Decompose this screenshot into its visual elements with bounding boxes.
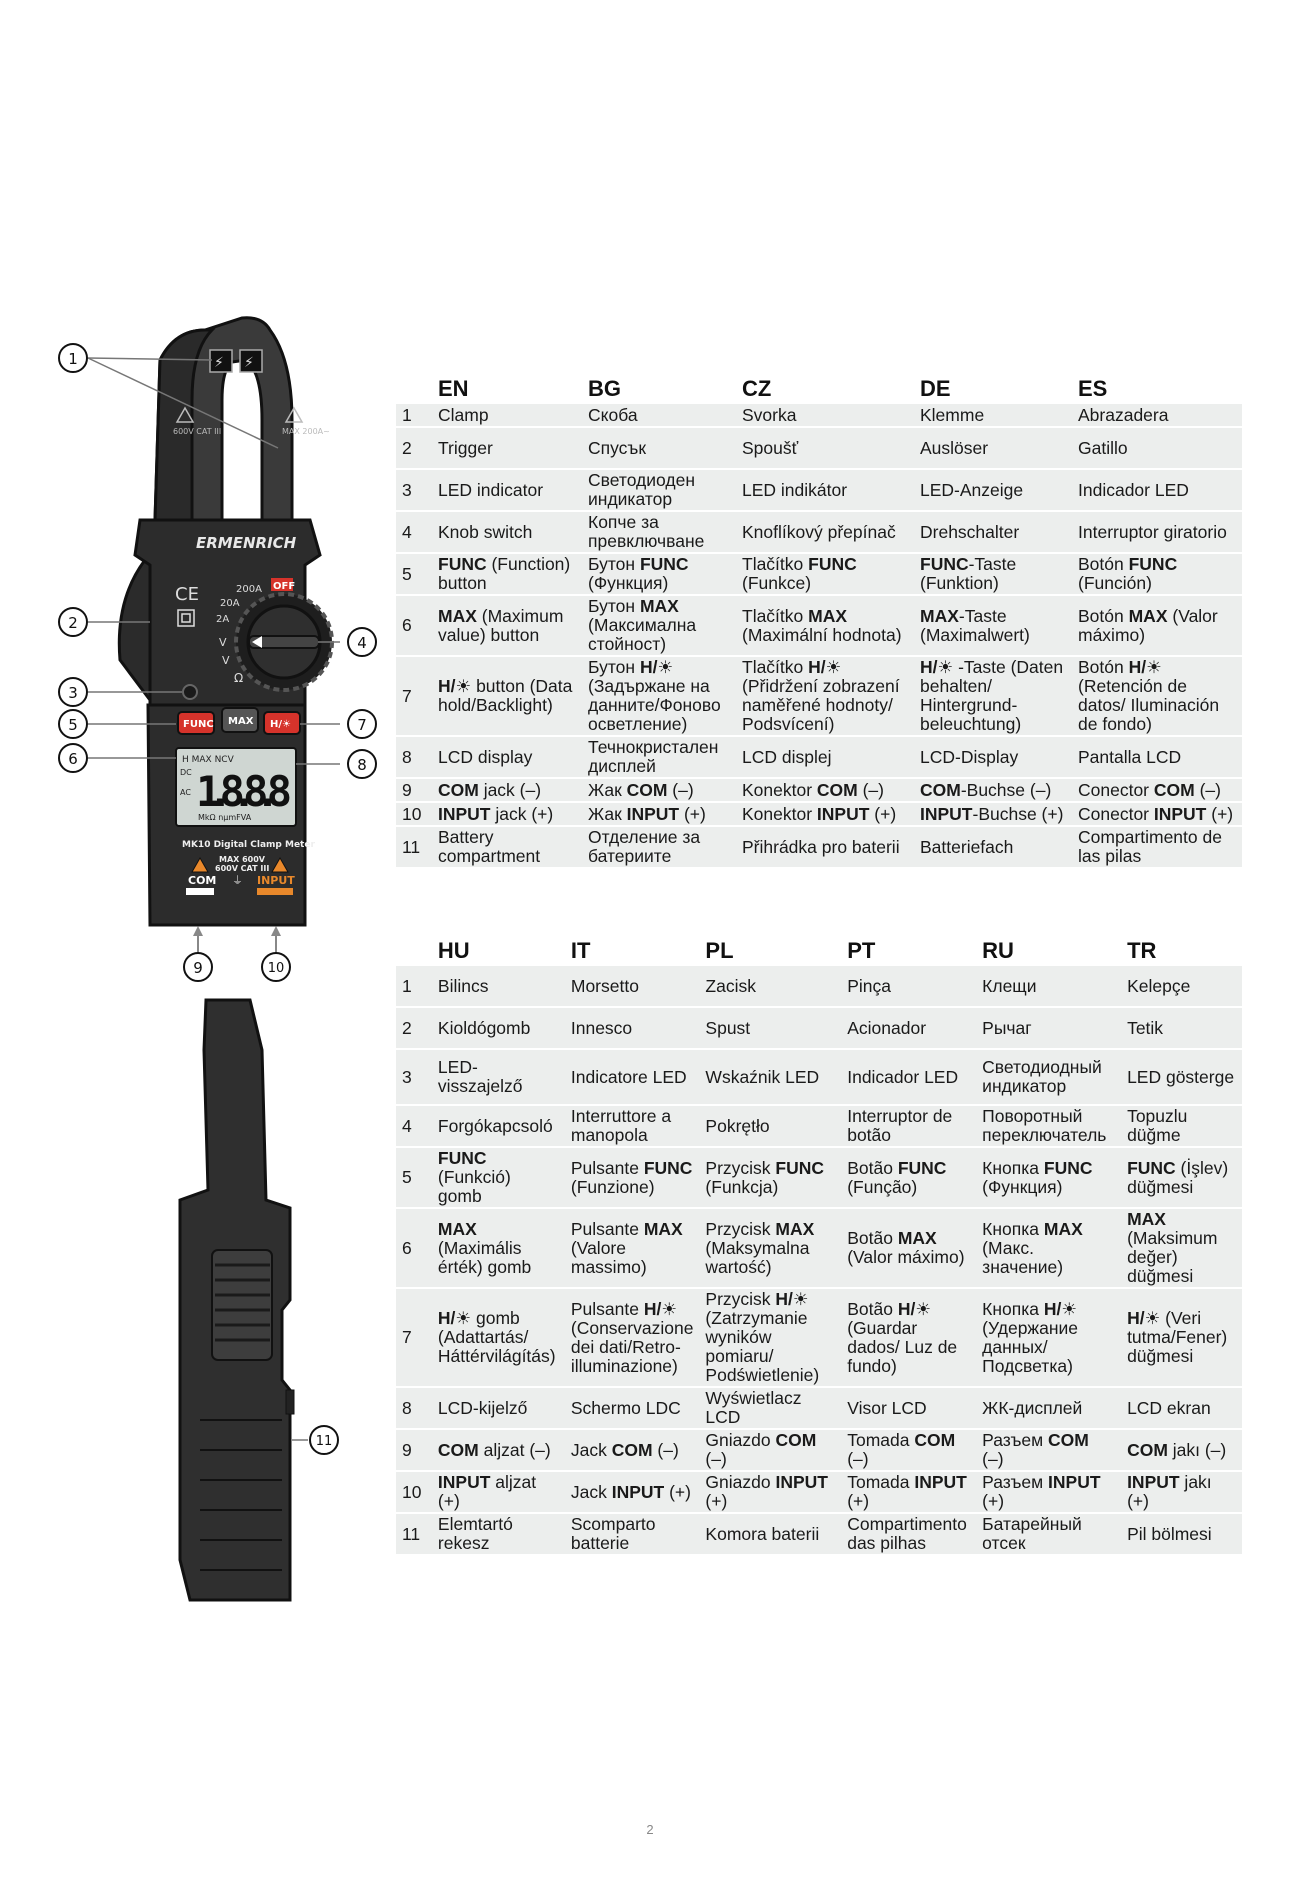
table-cell: INPUT aljzat (+) [432,1472,565,1512]
table-cell: Bilincs [432,966,565,1006]
table-cell: Wyświetlacz LCD [699,1388,841,1428]
table-cell: Przycisk H/☀ (Zatrzymanie wyników pomiaru/ Podświetlenie) [699,1289,841,1386]
table-cell: Botón H/☀ (Retención de datos/ Iluminación de fondo) [1072,657,1242,735]
lcd-display [176,748,296,826]
svg-text:MkΩ nµmFVA: MkΩ nµmFVA [198,813,252,822]
battery-compartment [286,1390,294,1414]
table-cell: Trigger [432,428,582,468]
row-number: 2 [396,1008,432,1048]
row-number: 9 [396,779,432,801]
table-row [396,1106,1242,1146]
row-number: 10 [396,1472,432,1512]
lcd-reading: 1.8.8.8 [196,767,292,816]
svg-text:MAX: MAX [228,716,254,727]
svg-text:11: 11 [315,1434,333,1449]
column-header-ru: RU [982,938,1014,963]
ce-mark-icon: CE [175,584,199,605]
svg-text:200A: 200A [236,584,262,595]
callout-1 [59,344,87,372]
table-cell: Conector INPUT (+) [1072,803,1242,825]
table-cell: Spust [699,1008,841,1048]
table-cell: Topuzlu düğme [1121,1106,1242,1146]
table-cell: Jack INPUT (+) [565,1472,700,1512]
table-row [396,1472,1242,1512]
table-cell: Indicatore LED [565,1050,700,1104]
row-number: 6 [396,1209,432,1287]
svg-text:FUNC: FUNC [183,719,214,730]
table-cell: Botão H/☀ (Guardar dados/ Luz de fundo) [841,1289,976,1386]
column-header-de: DE [920,376,951,401]
table-cell: Interruptor de botão [841,1106,976,1146]
table-cell: Бутон MAX (Максимална стойност) [582,596,736,655]
table-cell: Jack COM (–) [565,1430,700,1470]
table-cell: Батарейный отсек [976,1514,1121,1554]
table-cell: Indicador LED [841,1050,976,1104]
row-number: 8 [396,737,432,777]
table-cell: COM-Buchse (–) [914,779,1072,801]
table-header-row [396,374,1242,402]
table-cell: Кнопка MAX (Макс. значение) [976,1209,1121,1287]
row-number: 7 [396,657,432,735]
table-cell: Konektor INPUT (+) [736,803,914,825]
table-cell: Acionador [841,1008,976,1048]
column-header-number [396,374,432,402]
table-cell: ЖК-дисплей [976,1388,1121,1428]
table-cell: Knob switch [432,512,582,552]
row-number: 9 [396,1430,432,1470]
table-cell: Tlačítko MAX (Maximální hodnota) [736,596,914,655]
table-cell: LED indikátor [736,470,914,510]
table-cell: Tomada COM (–) [841,1430,976,1470]
row-number: 6 [396,596,432,655]
table-cell: Knoflíkový přepínač [736,512,914,552]
table-row [396,803,1242,825]
table-cell: MAX (Maximum value) button [432,596,582,655]
table-cell: COM jakı (–) [1121,1430,1242,1470]
column-header-bg: BG [588,376,621,401]
table-cell: FUNC-Taste (Funktion) [914,554,1072,594]
table-cell: Scomparto batterie [565,1514,700,1554]
table-cell: Botón MAX (Valor máximo) [1072,596,1242,655]
table-row [396,657,1242,735]
table-cell: Pulsante FUNC (Funzione) [565,1148,700,1207]
func-button [178,712,214,734]
table-cell: Клещи [976,966,1121,1006]
table-cell: Elemtartó rekesz [432,1514,565,1554]
row-number: 4 [396,1106,432,1146]
row-number: 4 [396,512,432,552]
table-cell: Разъем COM (–) [976,1430,1121,1470]
svg-text:COM: COM [188,874,217,887]
svg-text:20A: 20A [220,598,240,609]
table-cell: LCD ekran [1121,1388,1242,1428]
table-cell: COM jack (–) [432,779,582,801]
table-cell: Pulsante H/☀ (Conservazione dei dati/Retro-illuminazione) [565,1289,700,1386]
table-cell: Tlačítko FUNC (Funkce) [736,554,914,594]
row-number: 11 [396,1514,432,1554]
svg-text:9: 9 [193,959,203,977]
svg-text:DC: DC [180,768,192,777]
callout-10 [262,953,290,981]
table-cell: Compartimento das pilhas [841,1514,976,1554]
table-cell: Pulsante MAX (Valore massimo) [565,1209,700,1287]
column-header-pl: PL [705,938,734,963]
table-cell: Светодиодный индикатор [976,1050,1121,1104]
table-row [396,428,1242,468]
table-header-row [396,936,1242,964]
row-number: 11 [396,827,432,867]
table-cell: Spoušť [736,428,914,468]
hold-backlight-button [264,712,300,734]
table-cell: Gniazdo COM (–) [699,1430,841,1470]
svg-text:OFF: OFF [273,581,296,592]
table-row [396,1209,1242,1287]
table-cell: H/☀ -Taste (Daten behalten/ Hintergrund-beleuchtung) [914,657,1072,735]
table-cell: MAX-Taste (Maximalwert) [914,596,1072,655]
table-cell: Рычаг [976,1008,1121,1048]
table-cell: Indicador LED [1072,470,1242,510]
table-cell: LED gösterge [1121,1050,1242,1104]
table-cell: MAX (Maximális érték) gomb [432,1209,565,1287]
max-button [222,708,258,732]
table-cell: H/☀ gomb (Adattartás/ Háttérvilágítás) [432,1289,565,1386]
table-cell: Botão MAX (Valor máximo) [841,1209,976,1287]
table-cell: H/☀ (Veri tutma/Fener) düğmesi [1121,1289,1242,1386]
table-cell: Скоба [582,404,736,426]
table-cell: Отделение за батериите [582,827,736,867]
row-number: 5 [396,1148,432,1207]
table-cell: FUNC (Function) button [432,554,582,594]
table-cell: LED indicator [432,470,582,510]
svg-text:H/☀: H/☀ [270,719,291,730]
table-row [396,966,1242,1006]
table-cell: Innesco [565,1008,700,1048]
svg-text:3: 3 [68,684,78,702]
table-cell: Wskaźnik LED [699,1050,841,1104]
table-cell: LCD display [432,737,582,777]
callout-3 [59,678,87,706]
table-row [396,1430,1242,1470]
table-row [396,827,1242,867]
table-cell: LCD displej [736,737,914,777]
callout-7 [348,710,376,738]
table-row [396,737,1242,777]
table-cell: H/☀ button (Data hold/Backlight) [432,657,582,735]
row-number: 1 [396,404,432,426]
clamp-rating-left: 600V CAT III [173,427,222,436]
table-cell: Compartimento de las pilas [1072,827,1242,867]
table-cell: Abrazadera [1072,404,1242,426]
table-cell: Kelepçe [1121,966,1242,1006]
table-cell: INPUT-Buchse (+) [914,803,1072,825]
table-cell: Konektor COM (–) [736,779,914,801]
table-cell: Interruttore a manopola [565,1106,700,1146]
page-number: 2 [646,1822,654,1837]
table-cell: Бутон H/☀ (Задържане на данните/Фоново осветление) [582,657,736,735]
callout-5 [59,710,87,738]
callout-11 [310,1426,338,1454]
table-cell: MAX (Maksimum değer) düğmesi [1121,1209,1242,1287]
column-header-hu: HU [437,938,470,963]
callout-6 [59,744,87,772]
table-cell: Жак COM (–) [582,779,736,801]
table-cell: Drehschalter [914,512,1072,552]
table-cell: Schermo LDC [565,1388,700,1428]
table-cell: Clamp [432,404,582,426]
table-cell: Tomada INPUT (+) [841,1472,976,1512]
table-row [396,596,1242,655]
table-cell: LCD-Display [914,737,1072,777]
svg-text:2: 2 [68,614,78,632]
svg-text:8: 8 [357,756,367,774]
callout-8 [348,750,376,778]
led-indicator [183,685,197,699]
table-cell: Zacisk [699,966,841,1006]
row-number: 1 [396,966,432,1006]
table-row [396,1289,1242,1386]
table-cell: FUNC (İşlev) düğmesi [1121,1148,1242,1207]
clamp-rating-right: MAX 200A~ [282,427,330,436]
clamp-meter-front-view [119,318,332,960]
brand-logo: ERMENRICH [196,534,297,552]
parts-table-2 [396,934,1242,1556]
table-cell: Pinça [841,966,976,1006]
table-cell: INPUT jakı (+) [1121,1472,1242,1512]
row-number: 2 [396,428,432,468]
table-cell: Поворотный переключатель [976,1106,1121,1146]
column-header-it: IT [570,938,591,963]
row-number: 3 [396,1050,432,1104]
table-cell: LED-visszajelző [432,1050,565,1104]
device-illustration [0,0,420,1640]
trigger [119,560,150,700]
knob-switch [236,594,332,690]
table-cell: Přihrádka pro baterii [736,827,914,867]
table-cell: Tetik [1121,1008,1242,1048]
table-cell: Pokrętło [699,1106,841,1146]
table-cell: Battery compartment [432,827,582,867]
parts-table-1 [396,372,1242,869]
table-cell: Przycisk FUNC (Funkcja) [699,1148,841,1207]
table-cell: Жак INPUT (+) [582,803,736,825]
table-cell: Conector COM (–) [1072,779,1242,801]
table-row [396,1514,1242,1554]
table-cell: Светодиоден индикатор [582,470,736,510]
callout-4 [348,628,376,656]
table-cell: Auslöser [914,428,1072,468]
svg-text:⚡: ⚡ [214,355,224,371]
table-cell: Копче за превключване [582,512,736,552]
table-cell: Кнопка H/☀ (Удержание данных/ Подсветка) [976,1289,1121,1386]
table-cell: Kioldógomb [432,1008,565,1048]
table-row [396,1008,1242,1048]
column-header-number [396,936,432,964]
table-cell: Разъем INPUT (+) [976,1472,1121,1512]
table-cell: LED-Anzeige [914,470,1072,510]
table-cell: Forgókapcsoló [432,1106,565,1146]
svg-text:10: 10 [267,961,285,976]
svg-text:4: 4 [357,634,367,652]
table-cell: FUNC (Funkció) gomb [432,1148,565,1207]
table-row [396,470,1242,510]
table-row [396,512,1242,552]
svg-text:AC: AC [180,788,191,797]
callout-2 [59,608,87,636]
svg-text:⏚: ⏚ [232,874,243,887]
row-number: 8 [396,1388,432,1428]
table-row [396,1388,1242,1428]
svg-text:1: 1 [68,350,78,368]
svg-text:6: 6 [68,750,78,768]
svg-text:MAX 600V: MAX 600V [219,855,265,864]
column-header-pt: PT [847,938,876,963]
row-number: 7 [396,1289,432,1386]
svg-text:5: 5 [68,716,78,734]
table-cell: Pil bölmesi [1121,1514,1242,1554]
column-header-es: ES [1078,376,1108,401]
svg-text:V: V [219,636,227,649]
column-header-en: EN [438,376,469,401]
row-number: 10 [396,803,432,825]
svg-text:V: V [222,654,230,667]
table-cell: Batteriefach [914,827,1072,867]
table-cell: Спусък [582,428,736,468]
table-cell: Morsetto [565,966,700,1006]
table-cell: Komora baterii [699,1514,841,1554]
table-row [396,1148,1242,1207]
table-cell: Кнопка FUNC (Функция) [976,1148,1121,1207]
svg-text:Ω: Ω [234,671,244,685]
svg-text:H MAX NCV: H MAX NCV [182,755,234,765]
table-cell: Pantalla LCD [1072,737,1242,777]
table-row [396,554,1242,594]
table-cell: Svorka [736,404,914,426]
table-cell: Przycisk MAX (Maksymalna wartość) [699,1209,841,1287]
model-label: MK10 Digital Clamp Meter [182,840,315,850]
row-number: 3 [396,470,432,510]
table-cell: Бутон FUNC (Функция) [582,554,736,594]
table-cell: COM aljzat (–) [432,1430,565,1470]
column-header-tr: TR [1127,938,1157,963]
table-cell: Botão FUNC (Função) [841,1148,976,1207]
table-cell: INPUT jack (+) [432,803,582,825]
row-number: 5 [396,554,432,594]
table-cell: Botón FUNC (Función) [1072,554,1242,594]
table-cell: Klemme [914,404,1072,426]
svg-text:⚡: ⚡ [244,355,254,371]
svg-text:2A: 2A [216,614,230,625]
clamp-meter-side-view [180,1000,294,1600]
input-jack: INPUT [257,874,295,887]
table-cell: Gatillo [1072,428,1242,468]
table-cell: Течнокристален дисплей [582,737,736,777]
table-row [396,1050,1242,1104]
callout-9 [184,953,212,981]
table-row [396,779,1242,801]
table-row [396,404,1242,426]
table-cell: Visor LCD [841,1388,976,1428]
table-cell: Interruptor giratorio [1072,512,1242,552]
table-cell: Tlačítko H/☀ (Přidržení zobrazení naměřené hodnoty/ Podsvícení) [736,657,914,735]
table-cell: LCD-kijelző [432,1388,565,1428]
svg-text:600V CAT III: 600V CAT III [215,864,270,873]
column-header-cz: CZ [742,376,772,401]
table-cell: Gniazdo INPUT (+) [699,1472,841,1512]
svg-text:7: 7 [357,716,367,734]
